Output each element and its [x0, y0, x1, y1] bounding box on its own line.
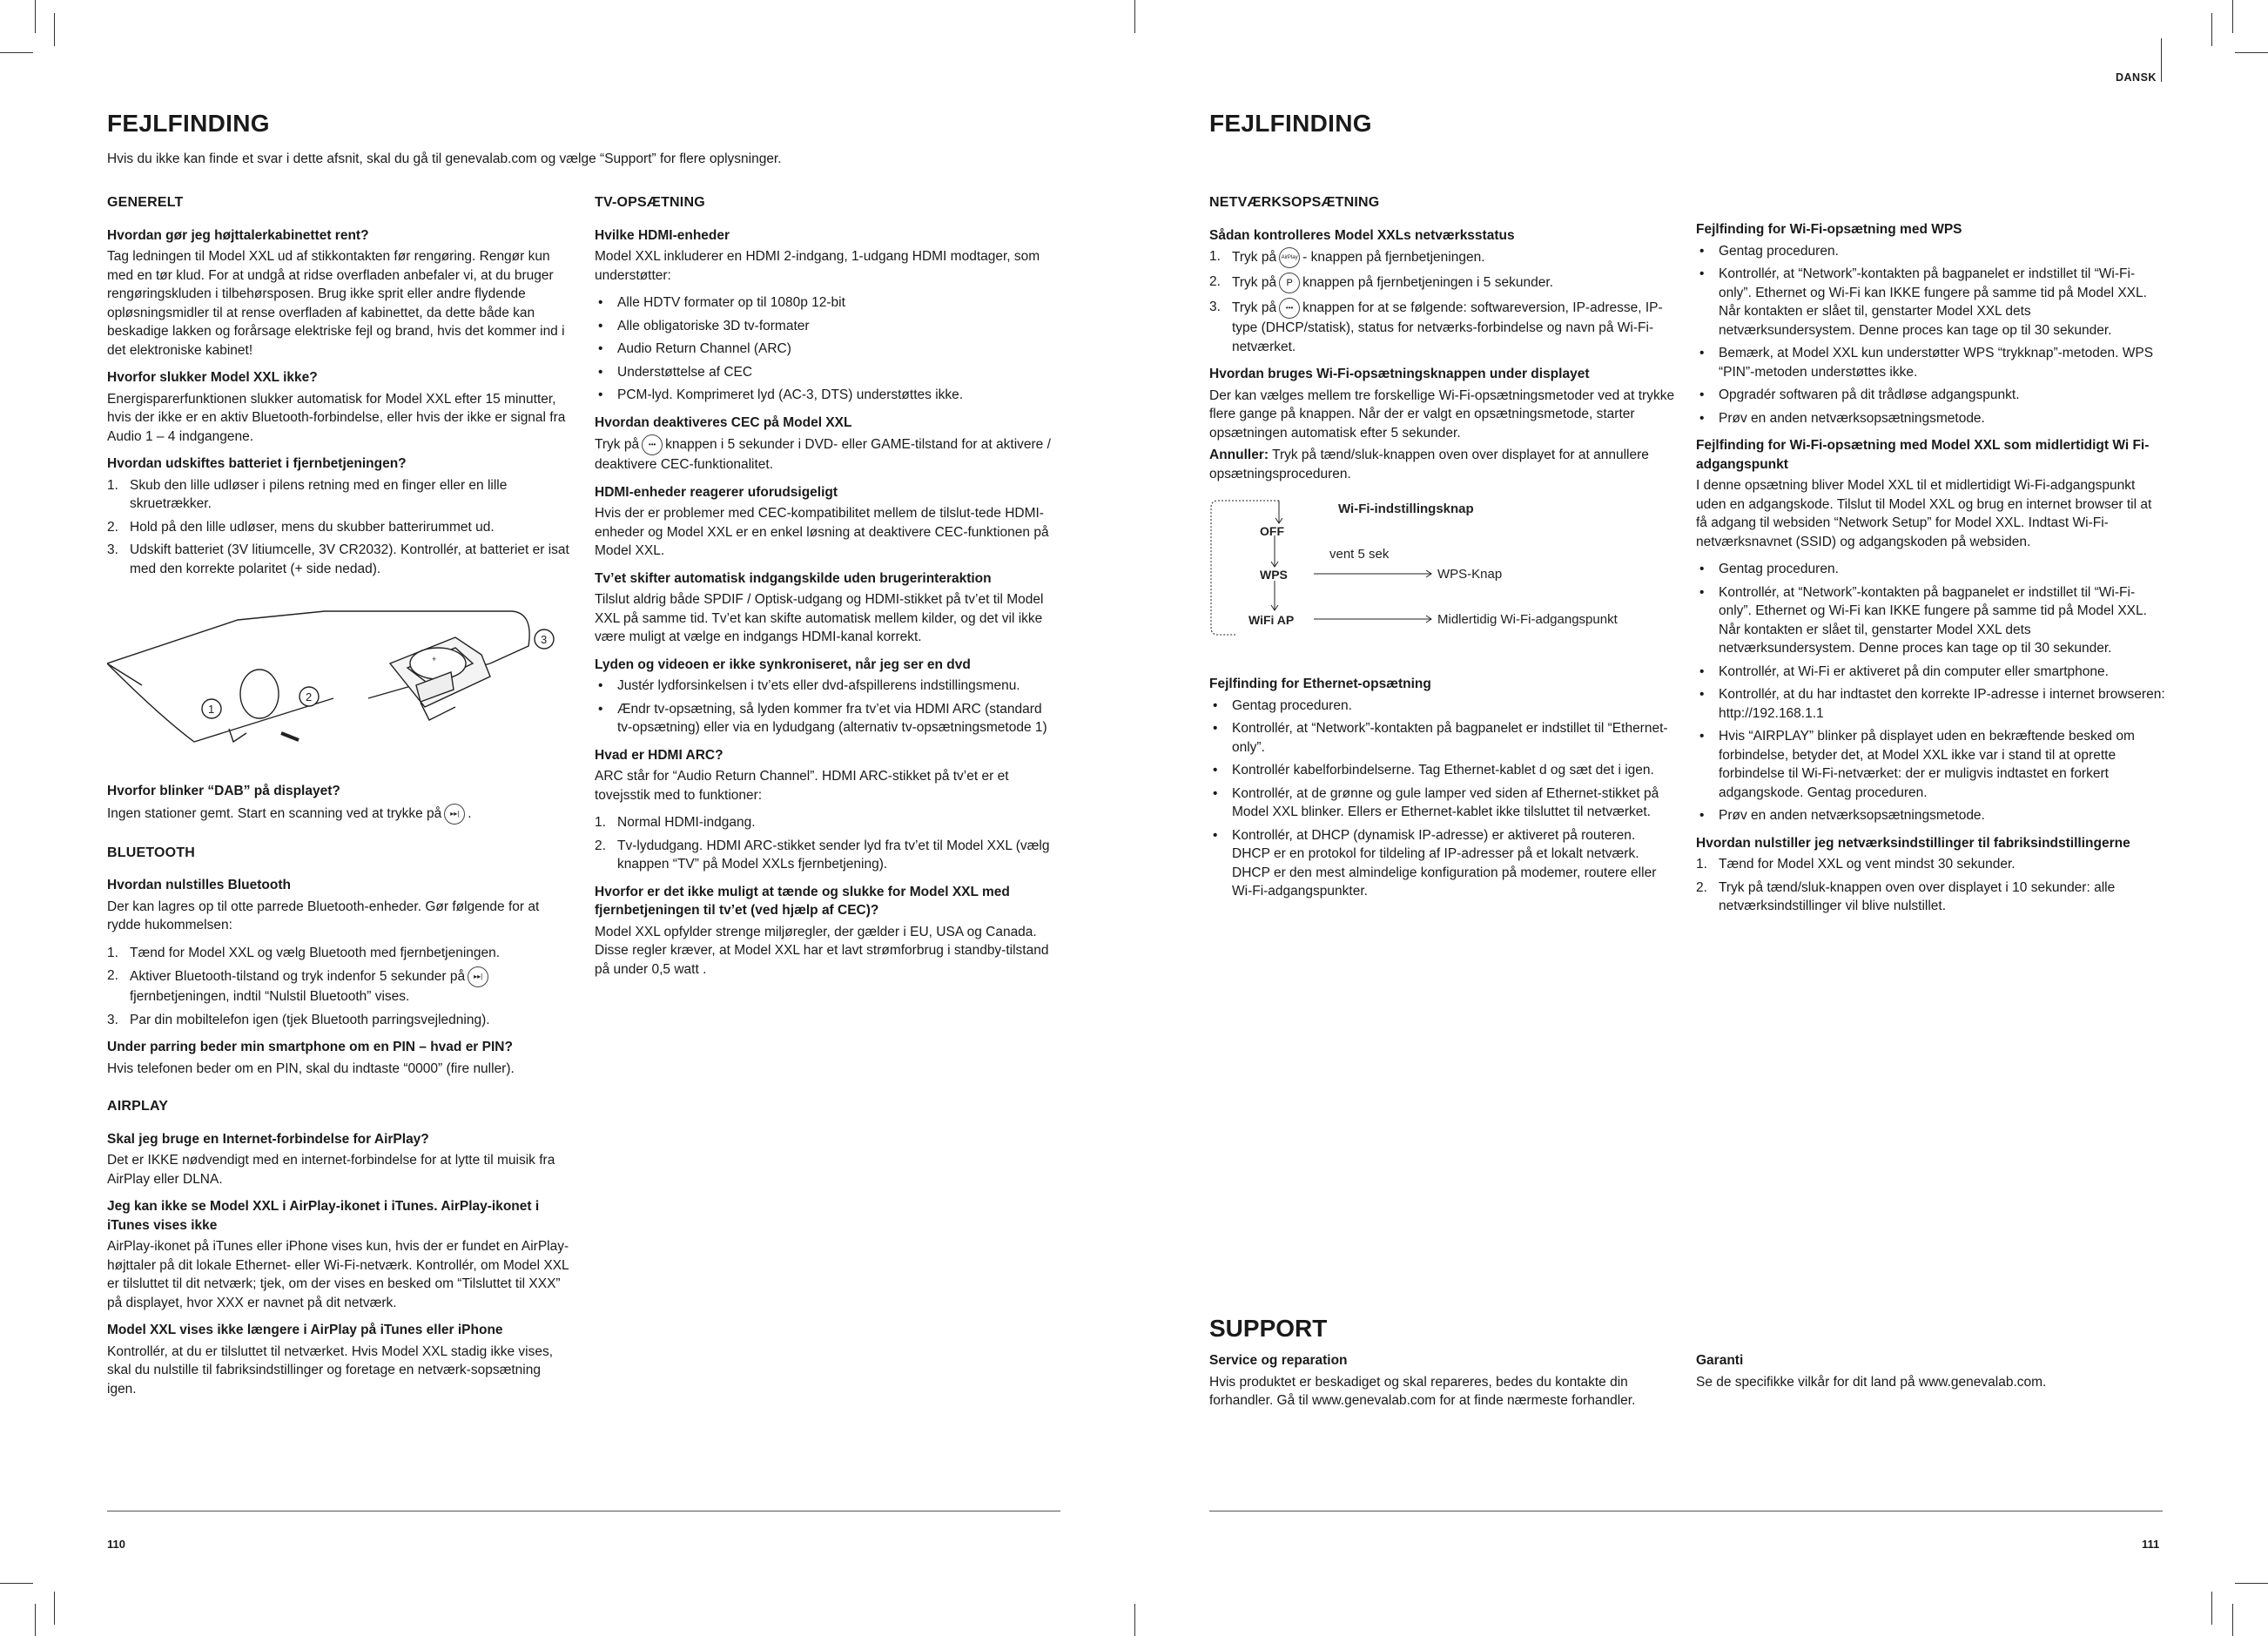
question: Hvordan nulstiller jeg netværksindstillinger til fabriksindstillingerne [1696, 835, 2130, 851]
language-label: DANSK [2116, 71, 2157, 84]
wifi-setup-diagram [1209, 497, 1671, 663]
hdmi-features-list [595, 293, 1060, 405]
question: Hvordan deaktiveres CEC på Model XXL [595, 414, 852, 430]
answer: Tilslut aldrig både SPDIF / Optisk-udgang og HDMI-stikket på tv’et til Model XXL på samme tid. Tv’et kan skifte automatisk mellem kilder, og det vil ikke være muligt at vælge en indgangs HDMI-kanal korrekt. [595, 592, 1044, 644]
question: Skal jeg bruge en Internet-forbindelse for AirPlay? [107, 1131, 429, 1147]
question: Under parring beder min smartphone om en PIN – hvad er PIN? [107, 1040, 513, 1054]
question: Hvorfor er det ikke muligt at tænde og slukke for Model XXL med fjernbetjeningen til tv’et (ved hjælp af CEC)? [595, 884, 1010, 918]
page-number-left: 110 [107, 1538, 125, 1551]
answer: Hvis telefonen beder om en PIN, skal du indtaste “0000” (fire nuller). [107, 1060, 515, 1076]
crop-mark [0, 52, 33, 53]
answer: Ingen stationer gemt. Start en scanning ved at trykke på ▸▸| . [107, 804, 573, 825]
question: Hvorfor blinker “DAB” på displayet? [107, 784, 340, 798]
service-heading: Service og reparation [1209, 1353, 1348, 1368]
figure-label-3: 3 [541, 633, 548, 646]
diagram-wps: WPS [1260, 568, 1288, 582]
crop-mark [2232, 1604, 2233, 1636]
crop-mark [2211, 13, 2212, 46]
list-item: • Gentag proceduren. [1209, 697, 1675, 716]
question: Hvilke HDMI-enheder [595, 227, 730, 243]
crop-mark [35, 1604, 36, 1636]
crop-mark [35, 0, 36, 33]
list-item: 2. Tryk på P knappen på fjernbetjeningen i 5 sekunder. [1209, 273, 1675, 293]
cancel-note: Annuller: Tryk på tænd/sluk-knappen oven over displayet for at annullere opsætningsproceduren. [1209, 448, 1649, 481]
answer: Hvis der er problemer med CEC-kompatibilitet mellem de tilslut-tede HDMI-enheder og Model XXL er en enkel løsning at deaktivere CEC-funktionen på Model XXL. [595, 506, 1049, 558]
question: Hvordan bruges Wi-Fi-opsætningsknappen under displayet [1209, 367, 1590, 381]
list-item: • Bemærk, at Model XXL kun understøtter WPS “trykknap”-metoden. WPS “PIN”-metoden understøttes ikke. [1696, 344, 2166, 381]
service-text: Hvis produktet er beskadiget og skal repareres, bedes du kontakte din forhandler. Gå til www.genevalab.com for at finde nærmeste forhandler. [1209, 1374, 1636, 1408]
list-item: 1. Normal HDMI-indgang. [595, 815, 756, 830]
diagram-ap-result: Midlertidig Wi-Fi-adgangspunkt [1437, 612, 1618, 627]
list-item: 1. Skub den lille udløser i pilens retning med en finger eller en lille skruetrækker. [107, 477, 508, 511]
question: HDMI-enheder reagerer uforudsigeligt [595, 484, 838, 500]
list-item: • Justér lydforsinkelsen i tv’ets eller dvd-afspillerens indstillingsmenu. [595, 677, 1060, 696]
list-item: 3. Tryk på ••• knappen for at se følgende: softwareversion, IP-adresse, IP-type (DHCP/statisk), status for netværks-forbindelse og navn på Wi-Fi-netværket. [1209, 300, 1663, 354]
list-item: 2. Tv-lydudgang. HDMI ARC-stikket sender lyd fra tv’et til Model XXL (vælg knappen “TV” på Model XXLs fjernbetjening). [595, 838, 1050, 872]
arc-list [595, 813, 1060, 874]
right-column-1 [1209, 193, 1675, 910]
list-item: 3. Udskift batteriet (3V litiumcelle, 3V CR2032). Kontrollér, at batteriet er isat med den korrekte polaritet (+ side nedad). [107, 542, 569, 576]
list-item: • Prøv en anden netværksopsætningsmetode. [1696, 409, 2166, 428]
answer: Det er IKKE nødvendigt med en internet-forbindelse for at lytte til muisik fra AirPlay eller DLNA. [107, 1153, 555, 1187]
answer: I denne opsætning bliver Model XXL til et midlertidigt Wi-Fi-adgangspunkt uden en adgangskode. Tilslut til Model XXL og brug en internet browser til at få adgang til websiden “Network Setup” for Model XXL. Indtast Wi-Fi-netværksnavnet (SSID) og adgangskoden på websiden. [1696, 478, 2152, 549]
section-heading-generelt: GENERELT [107, 195, 184, 210]
crop-mark [2235, 1583, 2268, 1584]
list-item: • Alle obligatoriske 3D tv-formater [595, 317, 1060, 336]
skip-button-icon: ▸▸| [444, 804, 465, 825]
battery-steps [107, 476, 573, 579]
warranty-text: Se de specifikke vilkår for dit land på www.genevalab.com. [1696, 1374, 2047, 1390]
crop-mark [2232, 0, 2233, 33]
left-column-1 [107, 193, 573, 1407]
list-item: • Prøv en anden netværksopsætningsmetode. [1696, 806, 2166, 825]
question: Tv’et skifter automatisk indgangskilde uden brugerinteraktion [595, 570, 992, 586]
list-item: • Hvis “AIRPLAY” blinker på displayet uden en bekræftende besked om forbindelse, betyder det, at Model XXL ikke var i stand til at oprette forbindelse til Wi-Fi-netværket: der er muligvis indtastet en forkert adgangskode. Gentag proceduren. [1696, 727, 2166, 802]
answer: AirPlay-ikonet på iTunes eller iPhone vises kun, hvis der er fundet en AirPlay-højttaler på dit lokale Ethernet- eller Wi-Fi-netværk. Kontrollér, om Model XXL er tilsluttet til dit netværk; tjek, om der vises en besked om “Tilsluttet til XXX” på displayet, hvor XXX er navnet på dit netværk. [107, 1239, 569, 1310]
list-item: • Kontrollér, at “Network”-kontakten på bagpanelet er indstillet til “Ethernet-only”. [1209, 719, 1675, 757]
page-title-left: FEJLFINDING [107, 110, 270, 137]
crop-mark [54, 1592, 55, 1625]
crop-mark [2211, 1592, 2212, 1625]
page-title-right: FEJLFINDING [1209, 110, 1372, 137]
answer: Der kan vælges mellem tre forskellige Wi-Fi-opsætningsmetoder ved at trykke flere gange på knappen. Når der er valgt en opsætningsmetode, starter opsætningen automatisk efter 5 sekunder. [1209, 387, 1675, 441]
remote-battery-illustration [107, 594, 569, 768]
answer: Energisparerfunktionen slukker automatisk for Model XXL efter 15 minutter, hvis der ikke er en aktiv Bluetooth-forbindelse, eller hvis der ikke er signal fra Audio 1 – 4 indgangene. [107, 391, 566, 444]
list-item: 2. Tryk på tænd/sluk-knappen oven over displayet i 10 sekunder: alle netværksindstillinger vil blive nulstillet. [1696, 879, 2116, 913]
answer: ARC står for “Audio Return Channel”. HDMI ARC-stikket på tv’et er et tovejsstik med to funktioner: [595, 769, 1009, 803]
answer: Model XXL inkluderer en HDMI 2-indgang, 1-udgang HDMI modtager, som understøtter: [595, 249, 1040, 283]
list-item: 2. Aktiver Bluetooth-tilstand og tryk indenfor 5 sekunder på ▸▸| fjernbetjeningen, indtil “Nulstil Bluetooth” vises. [107, 966, 573, 1007]
list-item: • PCM-lyd. Komprimeret lyd (AC-3, DTS) understøttes ikke. [595, 386, 1060, 405]
list-item: • Gentag proceduren. [1696, 560, 2166, 579]
crop-mark [2161, 38, 2162, 82]
list-item: • Kontrollér, at du har indtastet den korrekte IP-adresse i internet browseren: http://192.168.1.1 [1696, 685, 2166, 723]
list-item: • Kontrollér, at “Network”-kontakten på bagpanelet er indstillet til “Wi-Fi-only”. Ethernet og Wi-Fi kan IKKE fungere på samme tid på Model XXL. Når kontakten er slået til, genstarter Model XXL dets netværksundersystem. Denne proces kan tage op til 30 sekunder. [1696, 265, 2166, 340]
list-item: 1. Tænd for Model XXL og vælg Bluetooth med fjernbetjeningen. [107, 945, 501, 960]
question: Sådan kontrolleres Model XXLs netværksstatus [1209, 227, 1515, 243]
crop-mark [1134, 0, 1135, 33]
crop-mark [0, 1583, 33, 1584]
list-item: • Kontrollér, at de grønne og gule lamper ved siden af Ethernet-stikket på Model XXL blinker. Ellers er Ethernet-kablet ikke tilsluttet til netværket. [1209, 784, 1675, 822]
diagram-off: OFF [1260, 524, 1284, 538]
question: Fejlfinding for Wi-Fi-opsætning med Model XXL som midlertidigt Wi Fi-adgangspunkt [1696, 438, 2150, 472]
crop-mark [54, 13, 55, 46]
question: Hvordan udskiftes batteriet i fjernbetjeningen? [107, 456, 407, 471]
info-button-icon: ••• [1279, 298, 1300, 319]
question: Lyden og videoen er ikke synkroniseret, når jeg ser en dvd [595, 656, 971, 672]
list-item: • Kontrollér, at “Network”-kontakten på bagpanelet er indstillet til “Wi-Fi-only”. Ethernet og Wi-Fi kan IKKE fungere på samme tid på Model XXL. Når kontakten er slået til, genstarter Model XXL dets netværksundersystem. Denne proces kan tage op til 30 sekunder. [1696, 583, 2166, 658]
list-item: • Gentag proceduren. [1696, 242, 2166, 261]
figure-label-2: 2 [306, 690, 313, 704]
diagram-wps-result: WPS-Knap [1437, 567, 1503, 582]
section-heading-airplay: AIRPLAY [107, 1099, 169, 1114]
warranty-heading: Garanti [1696, 1353, 1744, 1368]
question: Hvordan gør jeg højttalerkabinettet rent? [107, 227, 369, 243]
left-column-2 [595, 193, 1060, 987]
list-item: • Kontrollér, at DHCP (dynamisk IP-adresse) er aktiveret på routeren. DHCP er en protokol for tildeling af IP-adresser på et lokalt netværk. DHCP er den mest almindelige konfiguration på modemer, routere eller Wi-Fi-adgangspunkter. [1209, 826, 1675, 901]
answer: Der kan lagres op til otte parrede Bluetooth-enheder. Gør følgende for at rydde hukommelsen: [107, 899, 540, 932]
list-item: 2. Hold på den lille udløser, mens du skubber batterirummet ud. [107, 519, 495, 535]
battery-marking: + [432, 655, 437, 663]
info-button-icon: ••• [642, 434, 663, 455]
wps-list [1696, 242, 2166, 428]
section-heading-network: NETVÆRKSOPSÆTNING [1209, 195, 1380, 210]
section-heading-bluetooth: BLUETOOTH [107, 845, 196, 860]
question: Hvordan nulstilles Bluetooth [107, 878, 291, 892]
list-item: • Understøttelse af CEC [595, 363, 1060, 382]
skip-button-icon: ▸▸| [468, 966, 488, 987]
diagram-title: Wi-Fi-indstillingsknap [1338, 502, 1474, 516]
ethernet-list [1209, 697, 1675, 901]
figure-label-1: 1 [208, 703, 215, 716]
intro-text: Hvis du ikke kan finde et svar i dette afsnit, skal du gå til genevalab.com og vælge “Support” for flere oplysninger. [107, 151, 782, 166]
answer: Tag ledningen til Model XXL ud af stikkontakten før rengøring. Rengør kun med en tør klud. For at undgå at ridse overfladen anbefaler vi, at du bruger rengøringskluden i tilbehørsposen. Brug ikke sprit eller andre flydende opløsningsmidler til at rense overfladen af kabinettet, da dette både kan beskadige lakken og forårsage elektriske fejl og brand, hvis det kommer ind i det elektroniske kabinet! [107, 249, 565, 358]
question: Jeg kan ikke se Model XXL i AirPlay-ikonet i iTunes. AirPlay-ikonet i iTunes vises ikke [107, 1199, 540, 1233]
sync-list [595, 677, 1060, 737]
reset-steps [1696, 855, 2166, 916]
list-item: • Ændr tv-opsætning, så lyden kommer fra tv’et via HDMI ARC (standard tv-opsætning) eller via en lydudgang (alternativ tv-opsætningsmetode 1) [595, 700, 1060, 737]
question: Fejlfinding for Wi-Fi-opsætning med WPS [1696, 222, 1962, 237]
diagram-wait: vent 5 sek [1329, 547, 1390, 562]
answer: Model XXL opfylder strenge miljøregler, der gælder i EU, USA og Canada. Disse regler kræver, at Model XXL har et lavt strømforbrug i standby-tilstand på under 0,5 watt . [595, 924, 1049, 977]
list-item: • Opgradér softwaren på dit trådløse adgangspunkt. [1696, 386, 2166, 405]
crop-mark [1134, 1604, 1135, 1636]
bluetooth-steps [107, 944, 573, 1030]
list-item: 1. Tryk på AirPlay - knappen på fjernbetjeningen. [1209, 247, 1675, 268]
airplay-button-icon: AirPlay [1279, 247, 1300, 268]
crop-mark [2235, 52, 2268, 53]
answer: Kontrollér, at du er tilsluttet til netværket. Hvis Model XXL stadig ikke vises, skal du nulstille til fabriksindstillinger og foretage en netværk-sopsætning igen. [107, 1343, 553, 1397]
support-service [1209, 1351, 1675, 1419]
list-item: • Alle HDTV formater op til 1080p 12-bit [595, 293, 1060, 313]
page-number-right: 111 [2142, 1538, 2160, 1551]
diagram-wifiap: WiFi AP [1248, 613, 1295, 627]
support-warranty [1696, 1351, 2166, 1400]
list-item: • Audio Return Channel (ARC) [595, 340, 1060, 359]
question: Hvorfor slukker Model XXL ikke? [107, 370, 318, 385]
answer: Tryk på ••• knappen i 5 sekunder i DVD- eller GAME-tilstand for at aktivere / deaktivere CEC-funktionalitet. [595, 434, 1060, 475]
section-heading-tv: TV-OPSÆTNING [595, 195, 705, 210]
list-item: • Kontrollér kabelforbindelserne. Tag Ethernet-kablet d og sæt det i igen. [1209, 761, 1675, 780]
question: Hvad er HDMI ARC? [595, 747, 723, 763]
support-title: SUPPORT [1209, 1315, 1328, 1342]
list-item: 1. Tænd for Model XXL og vent mindst 30 sekunder. [1696, 857, 2016, 872]
question: Model XXL vises ikke længere i AirPlay på iTunes eller iPhone [107, 1323, 503, 1337]
network-status-steps [1209, 247, 1675, 356]
list-item: • Kontrollér, at Wi-Fi er aktiveret på din computer eller smartphone. [1696, 663, 2166, 682]
question: Fejlfinding for Ethernet-opsætning [1209, 677, 1431, 691]
p-button-icon: P [1279, 273, 1300, 293]
ap-list [1696, 560, 2166, 825]
right-column-2 [1696, 220, 2166, 925]
list-item: 3. Par din mobiltelefon igen (tjek Bluetooth parringsvejledning). [107, 1012, 490, 1027]
